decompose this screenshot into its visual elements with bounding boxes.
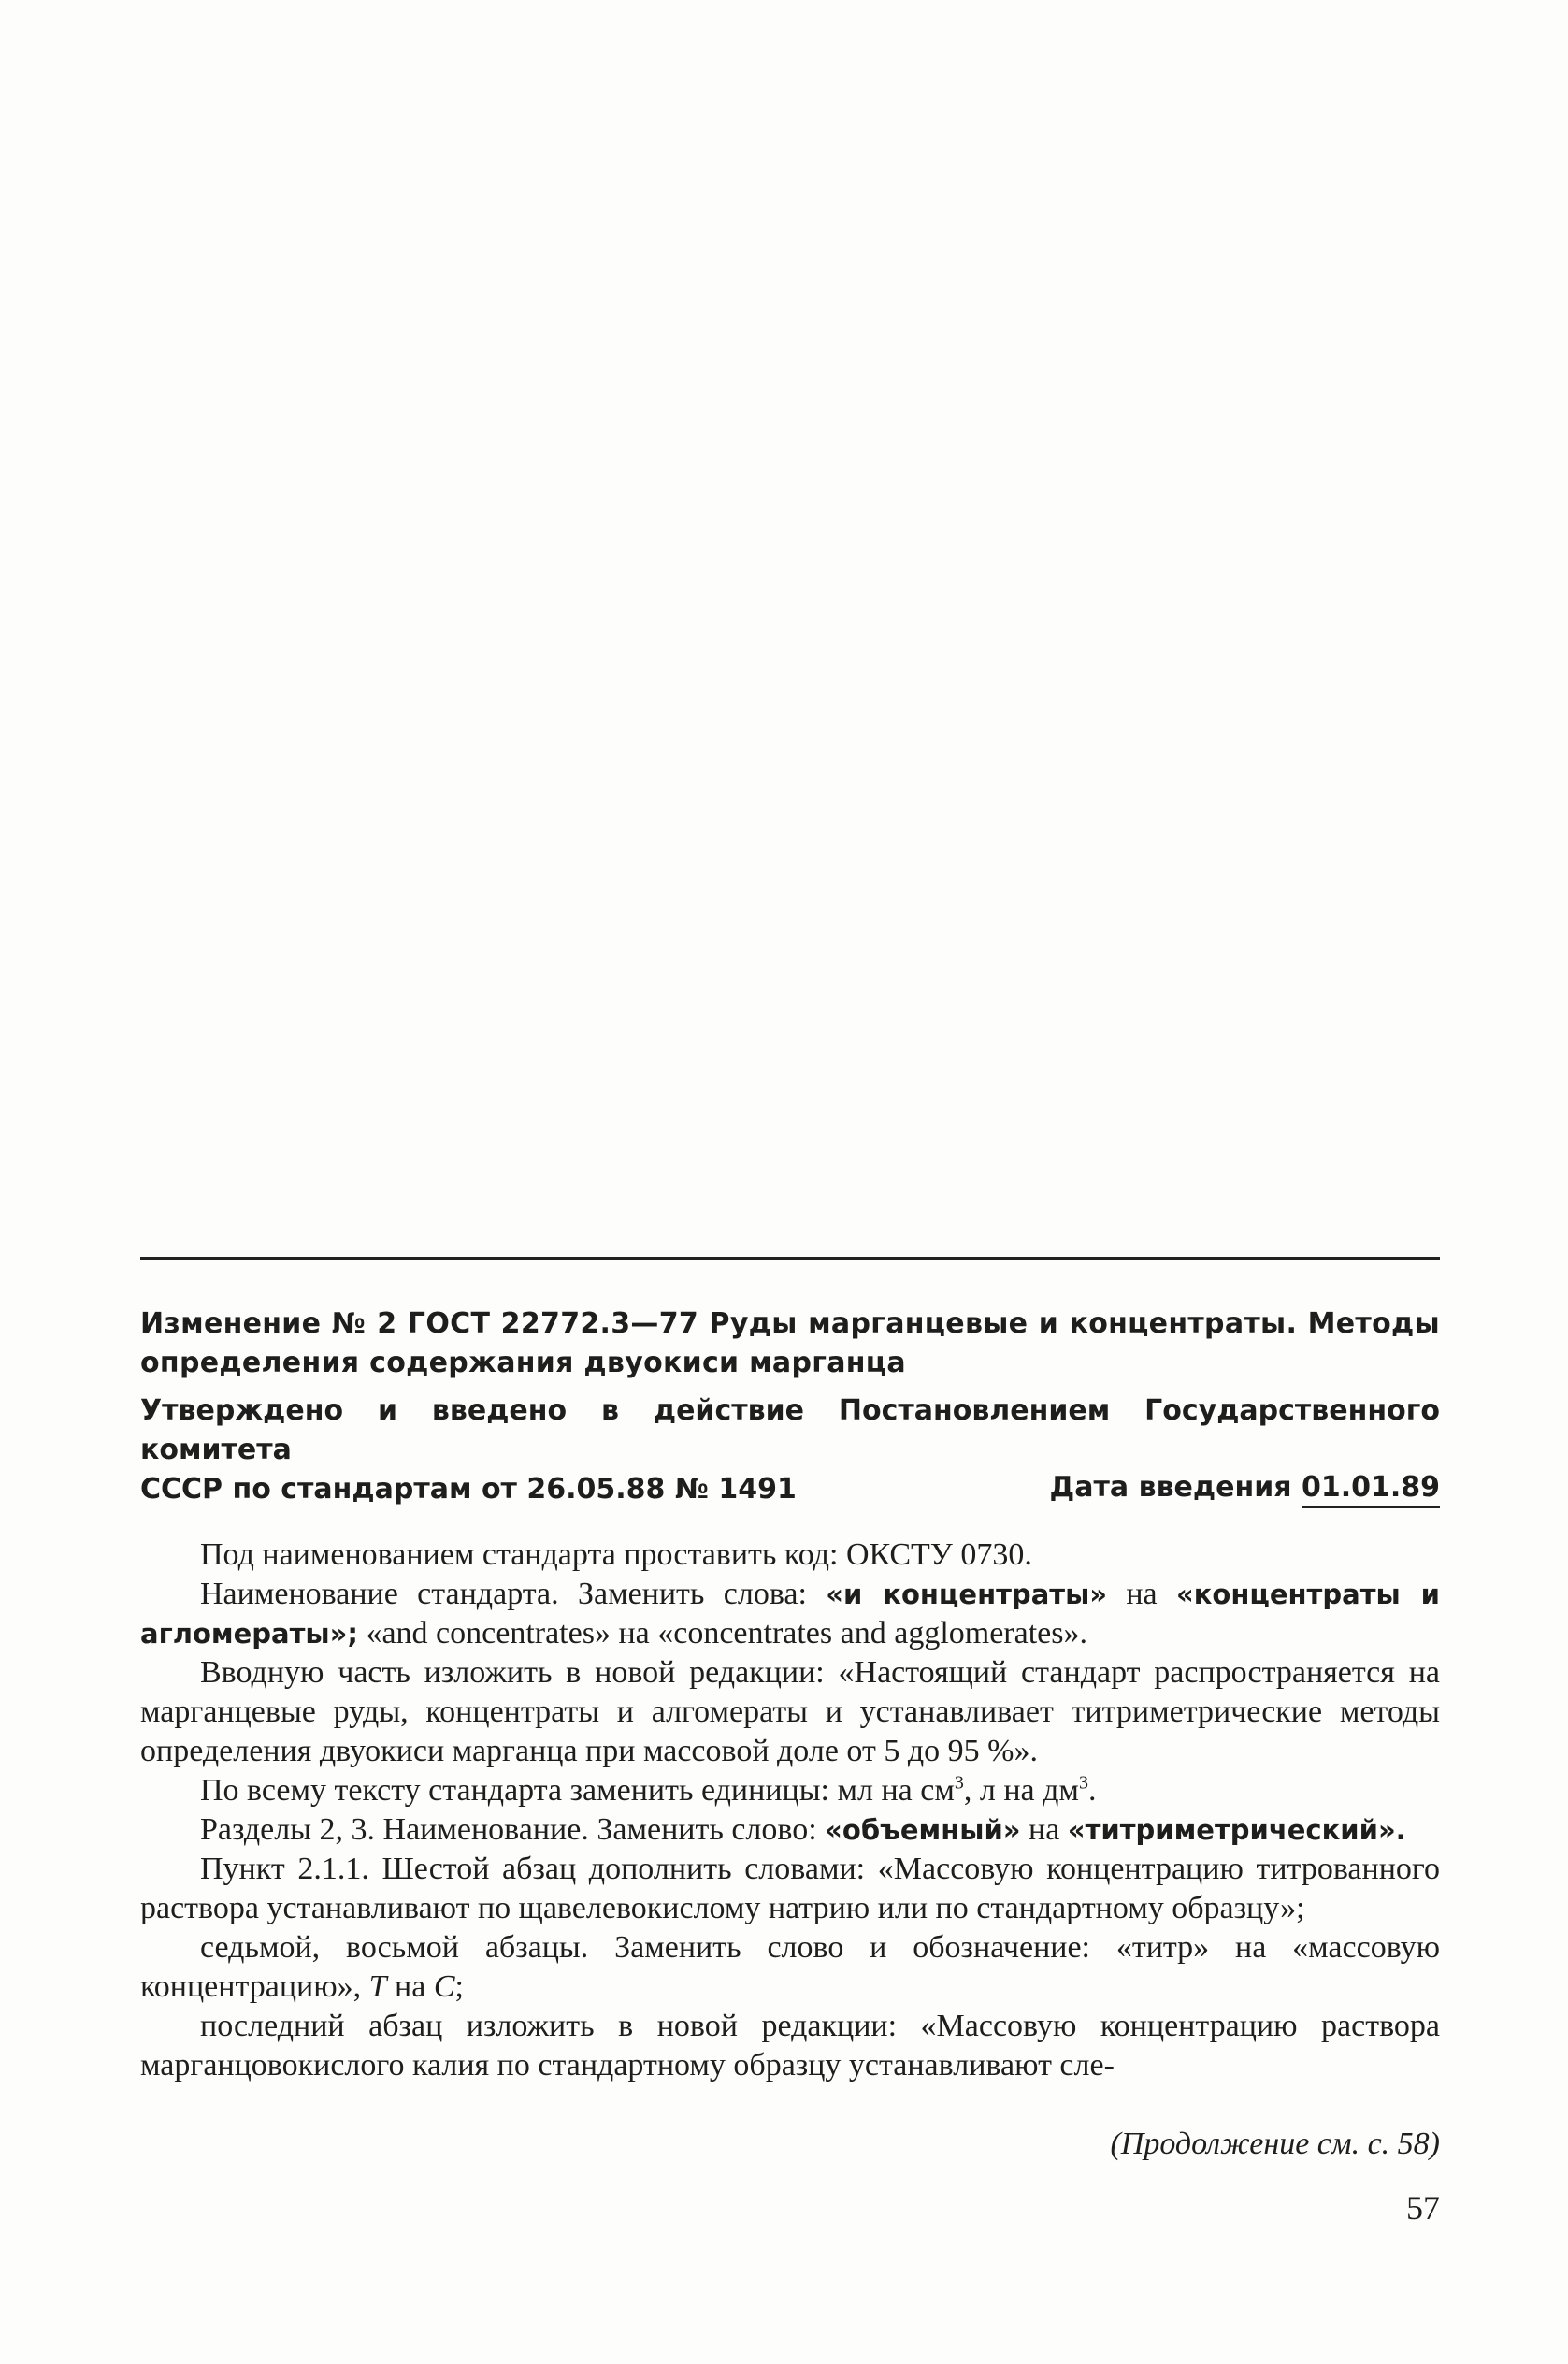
paragraph-clause-2-1-1: Пункт 2.1.1. Шестой абзац дополнить словами: «Массовую концентрацию титрованного раствора устанавливают по щавелевокислому натрию или по стандартному образцу»; xyxy=(140,1852,1440,1925)
effective-date-value: 01.01.89 xyxy=(1302,1471,1440,1508)
paragraph-intro-change: Вводную часть изложить в новой редакции: «Настоящий стандарт распространяется на марганцевые руды, концентраты и алгомераты и устанавливает титриметрические методы определения двуокиси марганца при массовой доле от 5 до 95 %». xyxy=(140,1655,1440,1768)
heading-line-1: Изменение № 2 ГОСТ 22772.3—77 Руды марганцевые и концентраты. Методы xyxy=(140,1307,1440,1340)
paragraph-units-change: По всему тексту стандарта заменить единицы: мл на $см^3$, л на $дм^3$. xyxy=(200,1772,1097,1808)
approval-line-1: Утверждено и введено в действие Постановлением Государственного комитета xyxy=(140,1394,1440,1466)
paragraph-code: Под наименованием стандарта проставить код: ОКСТУ 0730. xyxy=(200,1537,1032,1572)
top-divider-rule xyxy=(140,1257,1440,1260)
amendment-body xyxy=(140,1535,1440,2085)
paragraph-last-clause: последний абзац изложить в новой редакции: «Массовую концентрацию раствора марганцовокислого калия по стандартному образцу устанавливают сле- xyxy=(140,2009,1440,2083)
continuation-note: (Продолжение см. с. 58) xyxy=(1110,2126,1440,2161)
approval-line-2: СССР по стандартам от 26.05.88 № 1491 xyxy=(140,1473,797,1506)
effective-date-label: Дата введения xyxy=(1049,1471,1292,1504)
amendment-heading xyxy=(140,1305,1440,1383)
paragraph-sections-change: Разделы 2, 3. Наименование. Заменить слово: «объемный» на «титриметрический». xyxy=(200,1812,1406,1847)
heading-line-2: определения содержания двуокиси марганца xyxy=(140,1347,906,1379)
effective-date xyxy=(1050,1468,1440,1507)
paragraph-title-change: Наименование стандарта. Заменить слова: «и концентраты» на «концентраты и агломераты»; «and concentrates» на «concentrates and agglomerates». xyxy=(140,1577,1440,1650)
paragraph-seventh-eighth: седьмой, восьмой абзацы. Заменить слово и обозначение: «титр» на «массовую концентрацию», T на C; xyxy=(140,1930,1440,2004)
page-number: 57 xyxy=(1406,2189,1440,2227)
